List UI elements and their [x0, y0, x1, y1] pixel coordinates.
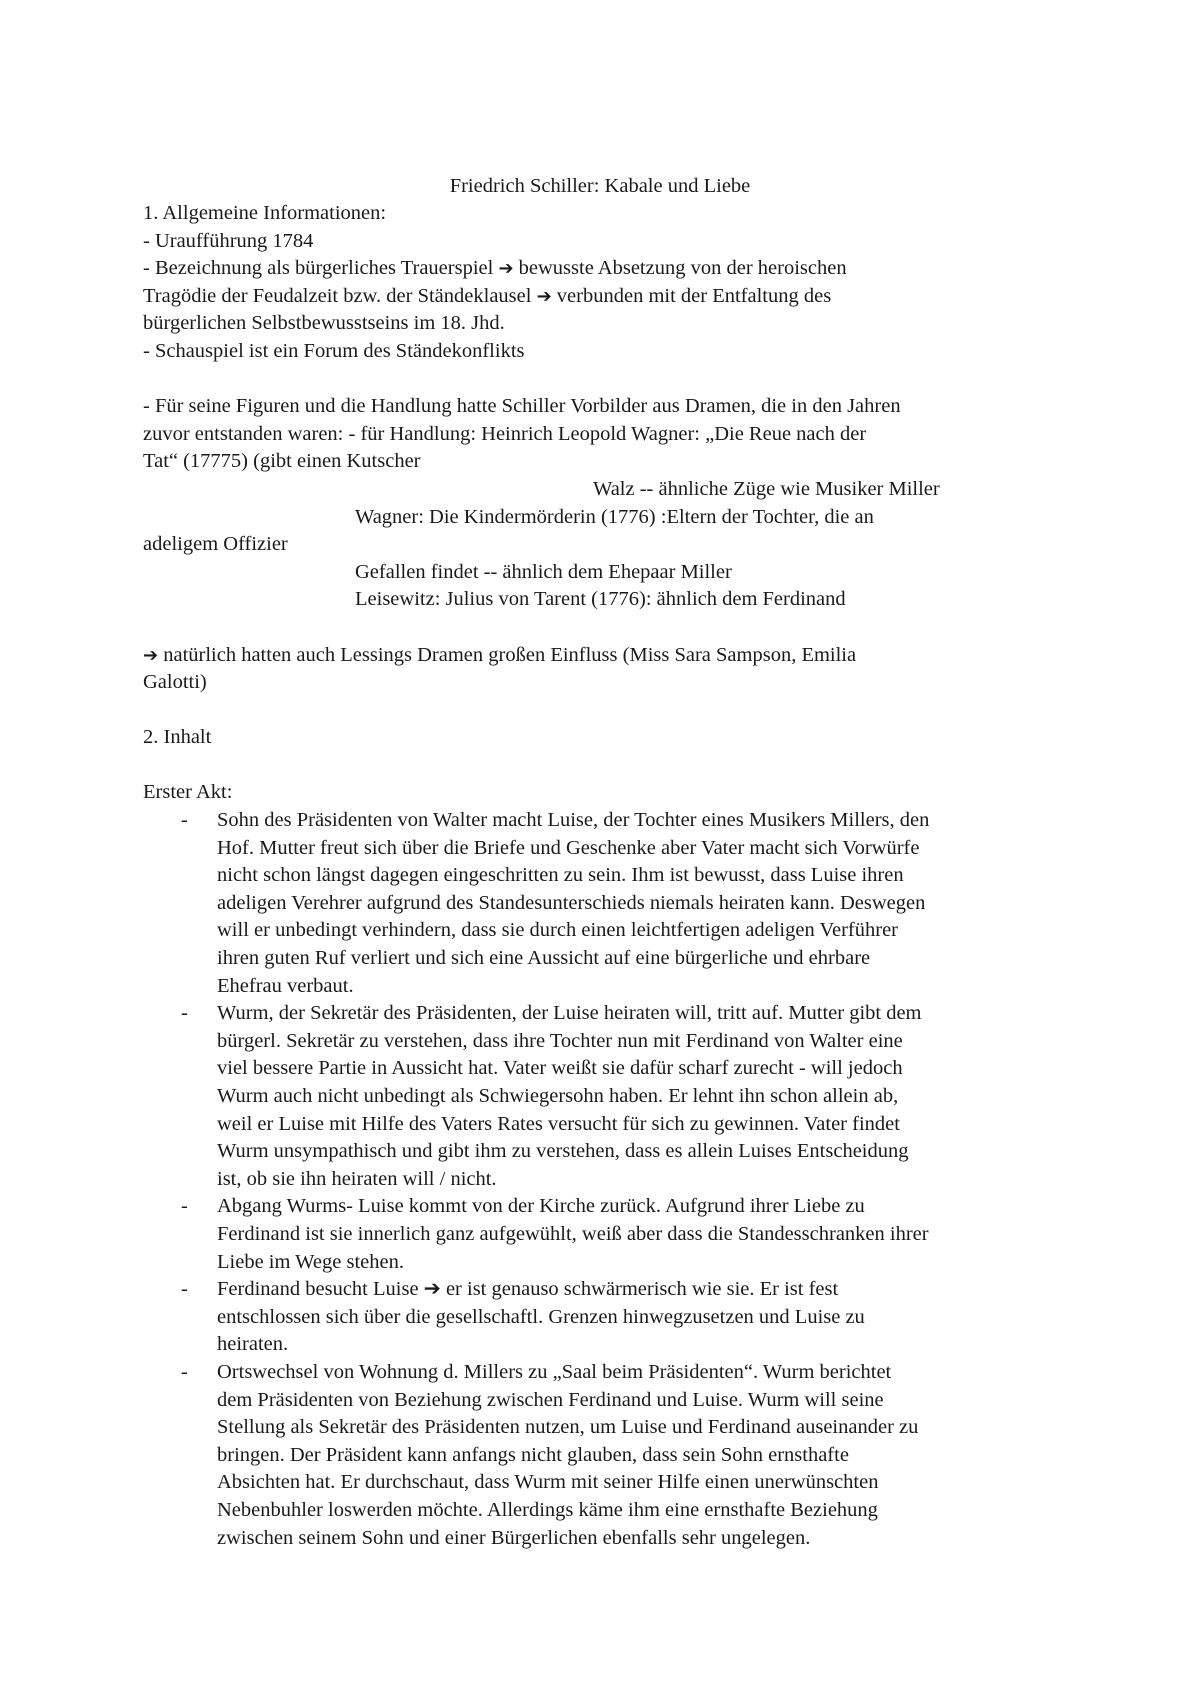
bullet-marker: - [181, 1278, 188, 1301]
section-heading: 2. Inhalt [143, 726, 212, 749]
arrow-icon: ➔ [143, 644, 159, 666]
bullet-marker: - [181, 1360, 188, 1383]
list-item [143, 1193, 1073, 1276]
list-item [143, 1276, 1073, 1359]
list-item-line: entschlossen sich über die gesellschaftl. Grenzen hinwegzusetzen und Luise zu [217, 1305, 865, 1328]
info-line: bürgerlichen Selbstbewusstseins im 18. Jhd. [143, 312, 505, 335]
bullet-marker: - [181, 1002, 188, 1025]
list-item-line: ihren guten Ruf verliert und sich eine Aussicht auf eine bürgerliche und ehrbare [217, 947, 871, 970]
list-item-line: will er unbedingt verhindern, dass sie durch einen leichtfertigen adeligen Verführer [217, 919, 899, 942]
list-item-line: dem Präsidenten von Beziehung zwischen Ferdinand und Luise. Wurm will seine [217, 1388, 884, 1411]
info-line: - Bezeichnung als bürgerliches Trauerspiel ➔ bewusste Absetzung von der heroischen [143, 257, 847, 280]
bullet-marker: - [181, 809, 188, 832]
models-line: Walz -- ähnliche Züge wie Musiker Miller [593, 477, 940, 500]
list-item-line: adeligen Verehrer aufgrund des Standesunterschieds niemals heiraten kann. Deswegen [217, 891, 926, 914]
models-line: zuvor entstanden waren: - für Handlung: Heinrich Leopold Wagner: „Die Reue nach der [143, 422, 867, 445]
list-item-line: Ortswechsel von Wohnung d. Millers zu „Saal beim Präsidenten“. Wurm berichtet [217, 1360, 892, 1383]
list-item [143, 807, 1073, 1000]
list-item-line: Hof. Mutter freut sich über die Briefe und Geschenke aber Vater macht sich Vorwürfe [217, 836, 920, 859]
models-line: adeligem Offizier [143, 533, 288, 556]
list-item-line: Abgang Wurms- Luise kommt von der Kirche zurück. Aufgrund ihrer Liebe zu [217, 1195, 865, 1218]
list-item-line: weil er Luise mit Hilfe des Vaters Rates versucht für sich zu gewinnen. Vater findet [217, 1112, 900, 1135]
list-item [143, 1359, 1073, 1552]
info-line: - Schauspiel ist ein Forum des Ständekonflikts [143, 339, 525, 362]
list-item-line: Wurm auch nicht unbedingt als Schwiegersohn haben. Er lehnt ihn schon allein ab, [217, 1085, 899, 1107]
info-line: Tragödie der Feudalzeit bzw. der Ständeklausel ➔ verbunden mit der Entfaltung des [143, 284, 832, 307]
models-line: Tat“ (17775) (gibt einen Kutscher [143, 450, 421, 473]
list-item-line: Wurm unsympathisch und gibt ihm zu verstehen, dass es allein Luises Entscheidung [217, 1140, 909, 1163]
list-item-line: Wurm, der Sekretär des Präsidenten, der Luise heiraten will, tritt auf. Mutter gibt dem [217, 1002, 922, 1025]
list-item-line: heiraten. [217, 1333, 289, 1356]
list-item-line: Ehefrau verbaut. [217, 974, 354, 997]
models-line: - Für seine Figuren und die Handlung hatte Schiller Vorbilder aus Dramen, die in den Jahren [143, 395, 901, 418]
section-heading: 1. Allgemeine Informationen: [143, 202, 387, 224]
models-line: Leisewitz: Julius von Tarent (1776): ähnlich dem Ferdinand [355, 588, 846, 611]
list-item-line: Nebenbuhler loswerden möchte. Allerdings käme ihm eine ernsthafte Beziehung [217, 1498, 878, 1521]
list-item-line: Ferdinand besucht Luise ➔ er ist genauso schwärmerisch wie sie. Er ist fest [217, 1278, 839, 1301]
list-item-line: viel bessere Partie in Aussicht hat. Vater weißt sie dafür scharf zurecht - will jedoch [217, 1057, 903, 1080]
list-item-line: Sohn des Präsidenten von Walter macht Luise, der Tochter eines Musikers Millers, den [217, 809, 930, 832]
list-item-line: bürgerl. Sekretär zu verstehen, dass ihre Tochter nun mit Ferdinand von Walter eine [217, 1029, 903, 1052]
act1-list [143, 807, 1073, 1552]
list-item-line: bringen. Der Präsident kann anfangs nicht glauben, dass sein Sohn ernsthafte [217, 1443, 849, 1466]
models-line: Gefallen findet -- ähnlich dem Ehepaar Miller [355, 560, 732, 583]
list-item-line: Stellung als Sekretär des Präsidenten nutzen, um Luise und Ferdinand auseinander zu [217, 1416, 919, 1439]
list-item-line: Absichten hat. Er durchschaut, dass Wurm mit seiner Hilfe einen unerwünschten [217, 1471, 879, 1494]
models-line: Wagner: Die Kindermörderin (1776) :Eltern der Tochter, die an [355, 505, 874, 528]
document-body [143, 200, 1073, 1552]
list-item [143, 1000, 1073, 1193]
act-heading: Erster Akt: [143, 781, 233, 804]
list-item-line: ist, ob sie ihn heiraten will / nicht. [217, 1167, 497, 1190]
arrow-icon: ➔ [498, 258, 514, 280]
list-item-line: Liebe im Wege stehen. [217, 1250, 404, 1273]
list-item-line: Ferdinand ist sie innerlich ganz aufgewühlt, weiß aber dass die Standesschranken ihrer [217, 1222, 929, 1245]
lessing-line: ➔ natürlich hatten auch Lessings Dramen großen Einfluss (Miss Sara Sampson, Emilia [143, 643, 857, 666]
list-item-line: zwischen seinem Sohn und einer Bürgerlichen ebenfalls sehr ungelegen. [217, 1526, 811, 1549]
document-title: Friedrich Schiller: Kabale und Liebe [449, 175, 751, 197]
lessing-line: Galotti) [143, 671, 207, 694]
info-line: - Uraufführung 1784 [143, 229, 314, 252]
arrow-icon: ➔ [536, 285, 552, 307]
bullet-marker: - [181, 1195, 188, 1218]
list-item-line: nicht schon längst dagegen eingeschritten zu sein. Ihm ist bewusst, dass Luise ihren [217, 864, 904, 887]
